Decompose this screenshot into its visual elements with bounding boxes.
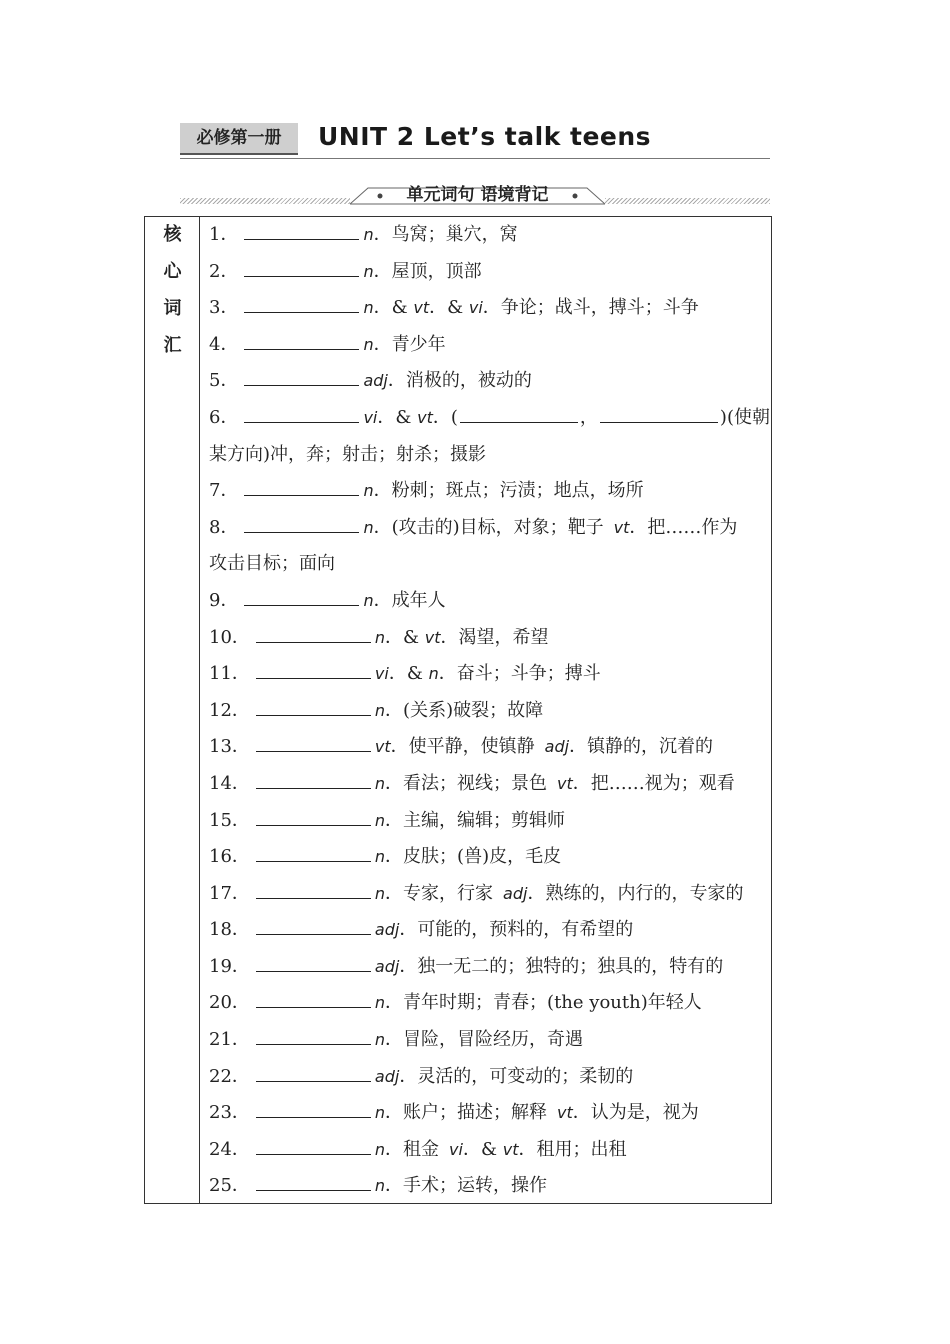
side-label-column xyxy=(145,217,200,1203)
definition: 粉刺；斑点；污渍；地点，场所 xyxy=(391,480,644,502)
answer-blank[interactable] xyxy=(256,881,371,899)
unit-header xyxy=(180,120,770,160)
answer-blank[interactable] xyxy=(256,1027,371,1045)
definition: 奋斗；斗争；搏斗 xyxy=(456,663,601,685)
part-of-speech: vi xyxy=(374,664,389,684)
vocab-entry: 2． n．屋顶，顶部 xyxy=(209,254,765,291)
definition: 冒险，冒险经历，奇遇 xyxy=(403,1029,584,1051)
definition: 可能的，预料的，有希望的 xyxy=(417,919,634,941)
answer-blank[interactable] xyxy=(256,1173,371,1191)
vocab-entry: 5． adj．消极的，被动的 xyxy=(209,363,765,400)
part-of-speech: vt xyxy=(613,517,630,537)
entry-number: 3． xyxy=(209,297,239,319)
section-title: 单元词句 语境背记 xyxy=(406,185,549,205)
answer-blank[interactable] xyxy=(244,515,359,533)
definition: 认为是，视为 xyxy=(590,1102,699,1124)
part-of-speech: n xyxy=(374,847,386,867)
answer-blank[interactable] xyxy=(244,405,359,423)
part-of-speech: n xyxy=(374,810,386,830)
vocab-entry: 9． n．成年人 xyxy=(209,583,765,620)
answer-blank[interactable] xyxy=(256,771,371,789)
part-of-speech: adj xyxy=(544,737,570,757)
definition: 渴望，希望 xyxy=(458,626,549,648)
book-tag: 必修第一册 xyxy=(180,123,298,155)
entry-number: 11． xyxy=(209,663,250,685)
part-of-speech: n xyxy=(363,225,374,244)
vocab-entry: 4． n．青少年 xyxy=(209,327,765,364)
entry-number: 9． xyxy=(209,589,239,611)
entry-number: 14． xyxy=(209,772,250,794)
answer-blank[interactable] xyxy=(256,1100,371,1118)
definition: 屋顶，顶部 xyxy=(391,260,482,282)
part-of-speech: n xyxy=(374,1176,386,1196)
part-of-speech: n xyxy=(374,993,386,1013)
definition: 成年人 xyxy=(391,589,446,611)
definition: (关系)破裂；故障 xyxy=(403,699,544,721)
answer-blank[interactable] xyxy=(256,808,371,826)
vocab-entries xyxy=(209,217,770,1205)
vocab-entry: 16． n．皮肤；(兽)皮，毛皮 xyxy=(209,839,765,876)
definition: 把……作为 xyxy=(647,516,738,538)
part-of-speech: vi xyxy=(449,1139,463,1159)
entry-number: 17． xyxy=(209,882,250,904)
vocab-entry: 23． n．账户；描述；解释 vt．认为是，视为 xyxy=(209,1095,765,1132)
answer-blank[interactable] xyxy=(244,368,359,386)
part-of-speech: vt xyxy=(424,627,441,647)
answer-blank[interactable] xyxy=(256,661,371,679)
vocab-entry: 11． vi．& n．奋斗；斗争；搏斗 xyxy=(209,656,765,693)
part-of-speech: n xyxy=(428,664,439,684)
vocab-entry: 24． n．租金 vi．& vt．租用；出租 xyxy=(209,1132,765,1169)
vocab-entry: 3． n．& vt．& vi．争论；战斗，搏斗；斗争 xyxy=(209,290,765,327)
definition: 攻击目标；面向 xyxy=(209,553,335,575)
definition: 灵活的，可变动的；柔韧的 xyxy=(417,1065,634,1087)
part-of-speech: n xyxy=(363,590,374,610)
part-of-speech: n xyxy=(374,1103,386,1123)
vocab-entry-continued xyxy=(209,437,765,474)
vocab-entry: 18． adj．可能的，预料的，有希望的 xyxy=(209,912,765,949)
part-of-speech: n xyxy=(363,261,374,281)
header-rule xyxy=(180,158,770,159)
definition: 独一无二的；独特的；独具的，特有的 xyxy=(417,955,724,977)
part-of-speech: vi xyxy=(363,407,378,427)
answer-blank[interactable] xyxy=(256,698,371,716)
side-char: 词 xyxy=(163,298,182,319)
definition: 租金 xyxy=(403,1138,440,1160)
entry-number: 18． xyxy=(209,919,250,941)
definition: 账户；描述；解释 xyxy=(403,1102,548,1124)
vocab-entry: 14． n．看法；视线；景色 vt．把……视为；观看 xyxy=(209,766,765,803)
side-char: 汇 xyxy=(163,335,182,356)
definition: 鸟窝；巢穴，窝 xyxy=(391,224,518,245)
part-of-speech: vt xyxy=(374,737,391,757)
part-of-speech: n xyxy=(374,883,386,903)
definition: 皮肤；(兽)皮，毛皮 xyxy=(403,846,562,868)
definition: 青年时期；青春；(the youth)年轻人 xyxy=(403,992,702,1014)
part-of-speech: n xyxy=(374,1030,386,1050)
definition: 熟练的，内行的，专家的 xyxy=(545,882,744,904)
part-of-speech: n xyxy=(363,481,374,501)
definition: 看法；视线；景色 xyxy=(403,772,548,794)
part-of-speech: n xyxy=(374,1139,386,1159)
part-of-speech: vt xyxy=(413,298,430,318)
entry-number: 21． xyxy=(209,1029,250,1051)
vocab-entry-continued xyxy=(209,546,765,583)
entry-number: 13． xyxy=(209,736,250,758)
part-of-speech: vi xyxy=(468,298,483,318)
vocab-entry: 25． n．手术；运转，操作 xyxy=(209,1168,765,1205)
entry-number: 12． xyxy=(209,699,250,721)
vocab-entry: 12． n．(关系)破裂；故障 xyxy=(209,693,765,730)
answer-blank[interactable] xyxy=(256,844,371,862)
part-of-speech: adj xyxy=(363,371,388,391)
entry-number: 10． xyxy=(209,626,250,648)
part-of-speech: adj xyxy=(374,956,400,976)
vocab-table xyxy=(144,216,772,1204)
vocab-entry: 22． adj．灵活的，可变动的；柔韧的 xyxy=(209,1059,765,1096)
side-char: 核 xyxy=(163,224,182,245)
part-of-speech: vt xyxy=(502,1139,519,1159)
answer-blank[interactable] xyxy=(244,222,359,240)
section-banner xyxy=(180,182,770,208)
vocab-entry: 19． adj．独一无二的；独特的；独具的，特有的 xyxy=(209,949,765,986)
definition: 手术；运转，操作 xyxy=(403,1175,548,1197)
answer-blank[interactable] xyxy=(244,295,359,313)
entry-number: 15． xyxy=(209,809,250,831)
vocab-entry: 10． n．& vt．渴望，希望 xyxy=(209,620,765,657)
entry-number: 7． xyxy=(209,480,239,502)
answer-blank[interactable] xyxy=(256,954,371,972)
answer-blank[interactable] xyxy=(244,332,359,350)
definition: (使朝 xyxy=(726,406,770,428)
entry-number: 6． xyxy=(209,406,239,428)
entry-number: 25． xyxy=(209,1175,250,1197)
entry-number: 8． xyxy=(209,516,239,538)
hatch-right xyxy=(605,198,770,204)
answer-blank[interactable] xyxy=(256,917,371,935)
answer-blank[interactable] xyxy=(244,259,359,277)
part-of-speech: adj xyxy=(374,920,400,940)
definition: (攻击的)目标，对象；靶子 xyxy=(391,516,604,538)
vocab-entry: 6． vi．& vt．( ， )(使朝 xyxy=(209,400,765,437)
entry-number: 19． xyxy=(209,955,250,977)
vocab-entry: 1． n．鸟窝；巢穴，窝 xyxy=(209,217,765,254)
definition: 使平静，使镇静 xyxy=(408,736,535,758)
answer-blank[interactable] xyxy=(460,405,578,423)
definition: 青少年 xyxy=(391,333,446,355)
entry-number: 22． xyxy=(209,1065,250,1087)
definition: 租用；出租 xyxy=(536,1138,627,1160)
definition: 镇静的，沉着的 xyxy=(587,736,714,758)
vocab-entry: 20． n．青年时期；青春；(the youth)年轻人 xyxy=(209,985,765,1022)
unit-title: UNIT 2 Let’s talk teens xyxy=(318,122,652,151)
definition: 消极的，被动的 xyxy=(405,370,532,392)
definition: 某方向)冲，奔；射击；射杀；摄影 xyxy=(209,443,487,465)
definition: 把……视为；观看 xyxy=(590,772,735,794)
banner-box xyxy=(350,184,605,204)
entry-number: 4． xyxy=(209,333,239,355)
side-char: 心 xyxy=(163,261,182,282)
vocab-entry: 21． n．冒险，冒险经历，奇遇 xyxy=(209,1022,765,1059)
vocab-entry: 13． vt．使平静，使镇静 adj．镇静的，沉着的 xyxy=(209,729,765,766)
part-of-speech: n xyxy=(374,700,386,720)
part-of-speech: vt xyxy=(557,1103,573,1123)
vocab-entry: 15． n．主编，编辑；剪辑师 xyxy=(209,803,765,840)
part-of-speech: vt xyxy=(557,773,573,793)
entry-number: 20． xyxy=(209,992,250,1014)
answer-blank[interactable] xyxy=(256,990,371,1008)
answer-blank[interactable] xyxy=(244,478,359,496)
part-of-speech: n xyxy=(363,334,374,354)
part-of-speech: n xyxy=(374,627,386,647)
entry-number: 2． xyxy=(209,260,239,282)
hatch-left xyxy=(180,198,350,204)
definition: 主编，编辑；剪辑师 xyxy=(403,809,566,831)
entry-number: 16． xyxy=(209,846,250,868)
entry-number: 1． xyxy=(209,224,239,245)
answer-blank[interactable] xyxy=(256,734,371,752)
answer-blank[interactable] xyxy=(600,405,718,423)
answer-blank[interactable] xyxy=(256,625,371,643)
definition: 专家，行家 xyxy=(403,882,494,904)
part-of-speech: vt xyxy=(417,407,433,427)
definition: 争论；战斗，搏斗；斗争 xyxy=(500,297,699,319)
entry-number: 23． xyxy=(209,1102,250,1124)
entry-number: 24． xyxy=(209,1138,250,1160)
part-of-speech: adj xyxy=(374,1066,400,1086)
part-of-speech: n xyxy=(363,298,374,318)
part-of-speech: n xyxy=(363,517,374,537)
answer-blank[interactable] xyxy=(256,1064,371,1082)
entry-number: 5． xyxy=(209,370,239,392)
vocab-entry: 7． n．粉刺；斑点；污渍；地点，场所 xyxy=(209,473,765,510)
answer-blank[interactable] xyxy=(244,588,359,606)
part-of-speech: n xyxy=(374,773,386,793)
vocab-entry: 8． n．(攻击的)目标，对象；靶子 vt．把……作为 xyxy=(209,510,765,547)
vocab-entry: 17． n．专家，行家 adj．熟练的，内行的，专家的 xyxy=(209,876,765,913)
part-of-speech: adj xyxy=(503,883,528,903)
answer-blank[interactable] xyxy=(256,1137,371,1155)
